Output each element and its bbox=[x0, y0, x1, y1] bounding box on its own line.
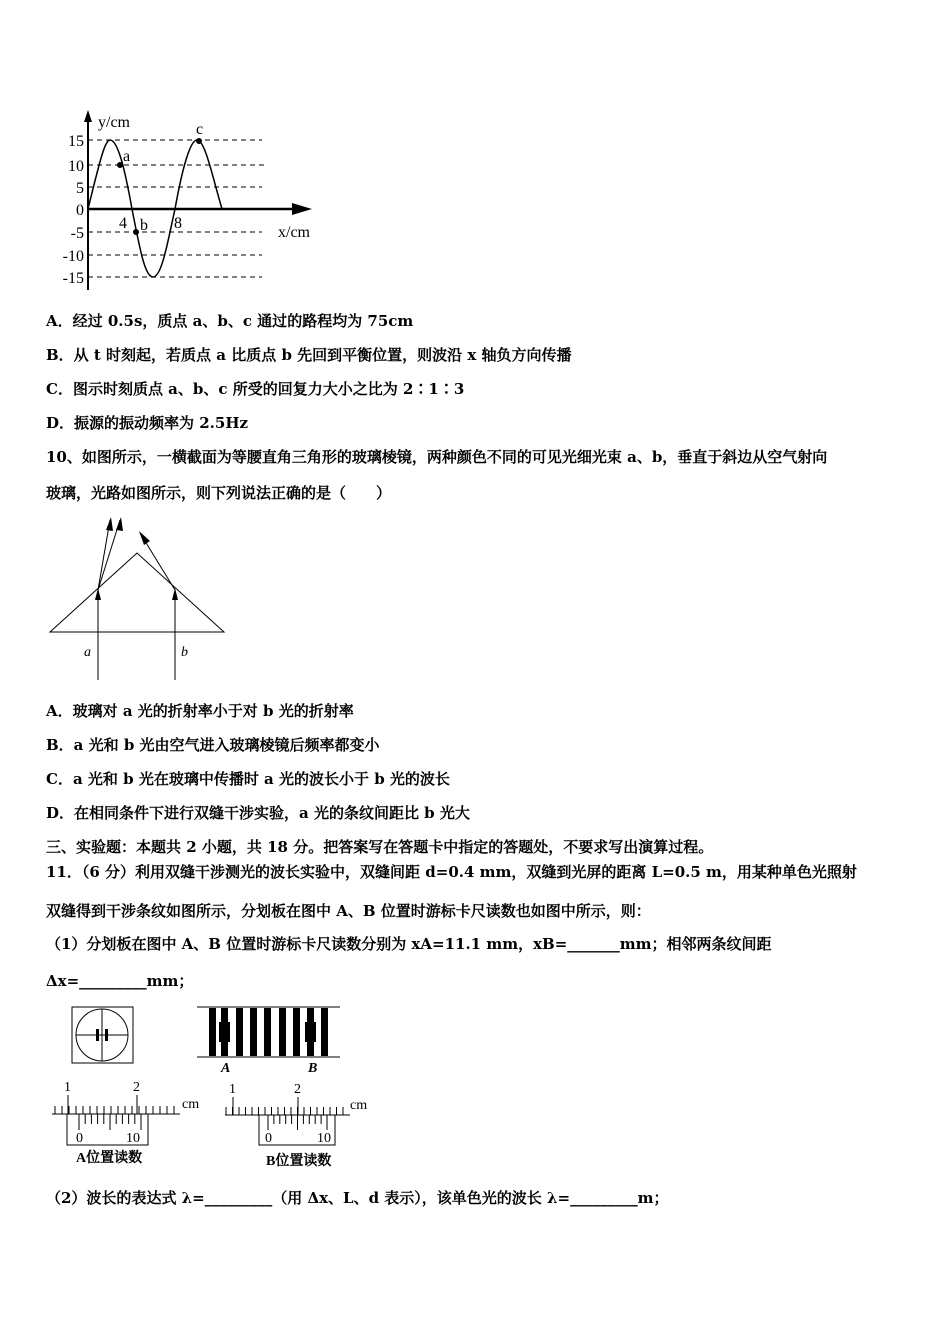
q9-option-b: B．从 t 时刻起，若质点 a 比质点 b 先回到平衡位置，则波沿 x 轴负方向传播 bbox=[46, 346, 572, 364]
q10-option-b: B．a 光和 b 光由空气进入玻璃棱镜后频率都变小 bbox=[46, 736, 380, 754]
q10-stem-line2: 玻璃，光路如图所示，则下列说法正确的是（ ） bbox=[46, 484, 392, 502]
svg-text:10: 10 bbox=[126, 1131, 140, 1146]
q10-stem-line1: 10、如图所示，一横截面为等腰直角三角形的玻璃棱镜，两种颜色不同的可见光细光束 a、b，垂直于斜边从空气射向 bbox=[46, 448, 828, 466]
svg-text:-10: -10 bbox=[62, 248, 84, 265]
q11-stem-line2: 双缝得到干涉条纹如图所示，分划板在图中 A、B 位置时游标卡尺读数也如图中所示，则： bbox=[46, 902, 651, 920]
q10-option-c: C．a 光和 b 光在玻璃中传播时 a 光的波长小于 b 光的波长 bbox=[46, 770, 450, 788]
q9-option-c: C．图示时刻质点 a、b、c 所受的回复力大小之比为 2∶1∶3 bbox=[46, 380, 465, 398]
svg-text:B位置读数: B位置读数 bbox=[266, 1154, 332, 1169]
svg-text:x/cm: x/cm bbox=[278, 224, 310, 241]
prism-diagram bbox=[40, 510, 240, 690]
svg-text:-5: -5 bbox=[70, 225, 84, 242]
svg-text:a: a bbox=[123, 148, 131, 165]
q9-option-a: A．经过 0.5s，质点 a、b、c 通过的路程均为 75cm bbox=[46, 312, 414, 330]
q11-part1-dx: Δx=_________mm； bbox=[46, 972, 194, 990]
svg-text:a: a bbox=[84, 645, 91, 660]
section-3-heading: 三、实验题：本题共 2 小题，共 18 分。把答案写在答题卡中指定的答题处，不要求写出演算过程。 bbox=[46, 838, 714, 856]
svg-text:10: 10 bbox=[68, 158, 84, 175]
svg-text:1: 1 bbox=[64, 1080, 71, 1095]
interference-figure bbox=[40, 1000, 380, 1175]
q9-option-d: D．振源的振动频率为 2.5Hz bbox=[46, 414, 249, 432]
svg-text:A: A bbox=[221, 1061, 231, 1076]
svg-text:cm: cm bbox=[182, 1097, 200, 1112]
svg-text:8: 8 bbox=[174, 215, 182, 232]
svg-text:4: 4 bbox=[119, 215, 127, 232]
svg-text:c: c bbox=[196, 121, 204, 138]
point-c bbox=[196, 138, 202, 144]
q10-option-a: A．玻璃对 a 光的折射率小于对 b 光的折射率 bbox=[46, 702, 354, 720]
svg-text:1: 1 bbox=[229, 1082, 236, 1097]
svg-text:10: 10 bbox=[317, 1131, 331, 1146]
svg-text:b: b bbox=[140, 217, 148, 234]
svg-text:15: 15 bbox=[68, 133, 84, 150]
svg-text:0: 0 bbox=[76, 1131, 83, 1146]
q10-option-d: D．在相同条件下进行双缝干涉实验，a 光的条纹间距比 b 光大 bbox=[46, 804, 470, 822]
q11-part2: （2）波长的表达式 λ=_________（用 Δx、L、d 表示），该单色光的波长 λ=_________m； bbox=[46, 1189, 669, 1207]
q11-stem-line1: 11．（6 分）利用双缝干涉测光的波长实验中，双缝间距 d=0.4 mm，双缝到光屏的距离 L=0.5 m，用某种单色光照射 bbox=[46, 863, 857, 881]
point-b bbox=[133, 229, 139, 235]
svg-text:b: b bbox=[181, 645, 188, 660]
svg-text:2: 2 bbox=[133, 1080, 140, 1095]
svg-text:y/cm: y/cm bbox=[98, 114, 130, 131]
svg-text:-15: -15 bbox=[62, 270, 84, 287]
svg-text:A位置读数: A位置读数 bbox=[76, 1151, 143, 1166]
svg-text:0: 0 bbox=[265, 1131, 272, 1146]
svg-text:B: B bbox=[308, 1061, 318, 1076]
svg-text:5: 5 bbox=[76, 180, 84, 197]
wave-graph bbox=[50, 108, 330, 293]
svg-text:cm: cm bbox=[350, 1098, 368, 1113]
q11-part1: （1）分划板在图中 A、B 位置时游标卡尺读数分别为 xA=11.1 mm，xB=_______mm；相邻两条纹间距 bbox=[46, 935, 772, 953]
svg-text:0: 0 bbox=[76, 202, 84, 219]
svg-text:2: 2 bbox=[294, 1082, 301, 1097]
